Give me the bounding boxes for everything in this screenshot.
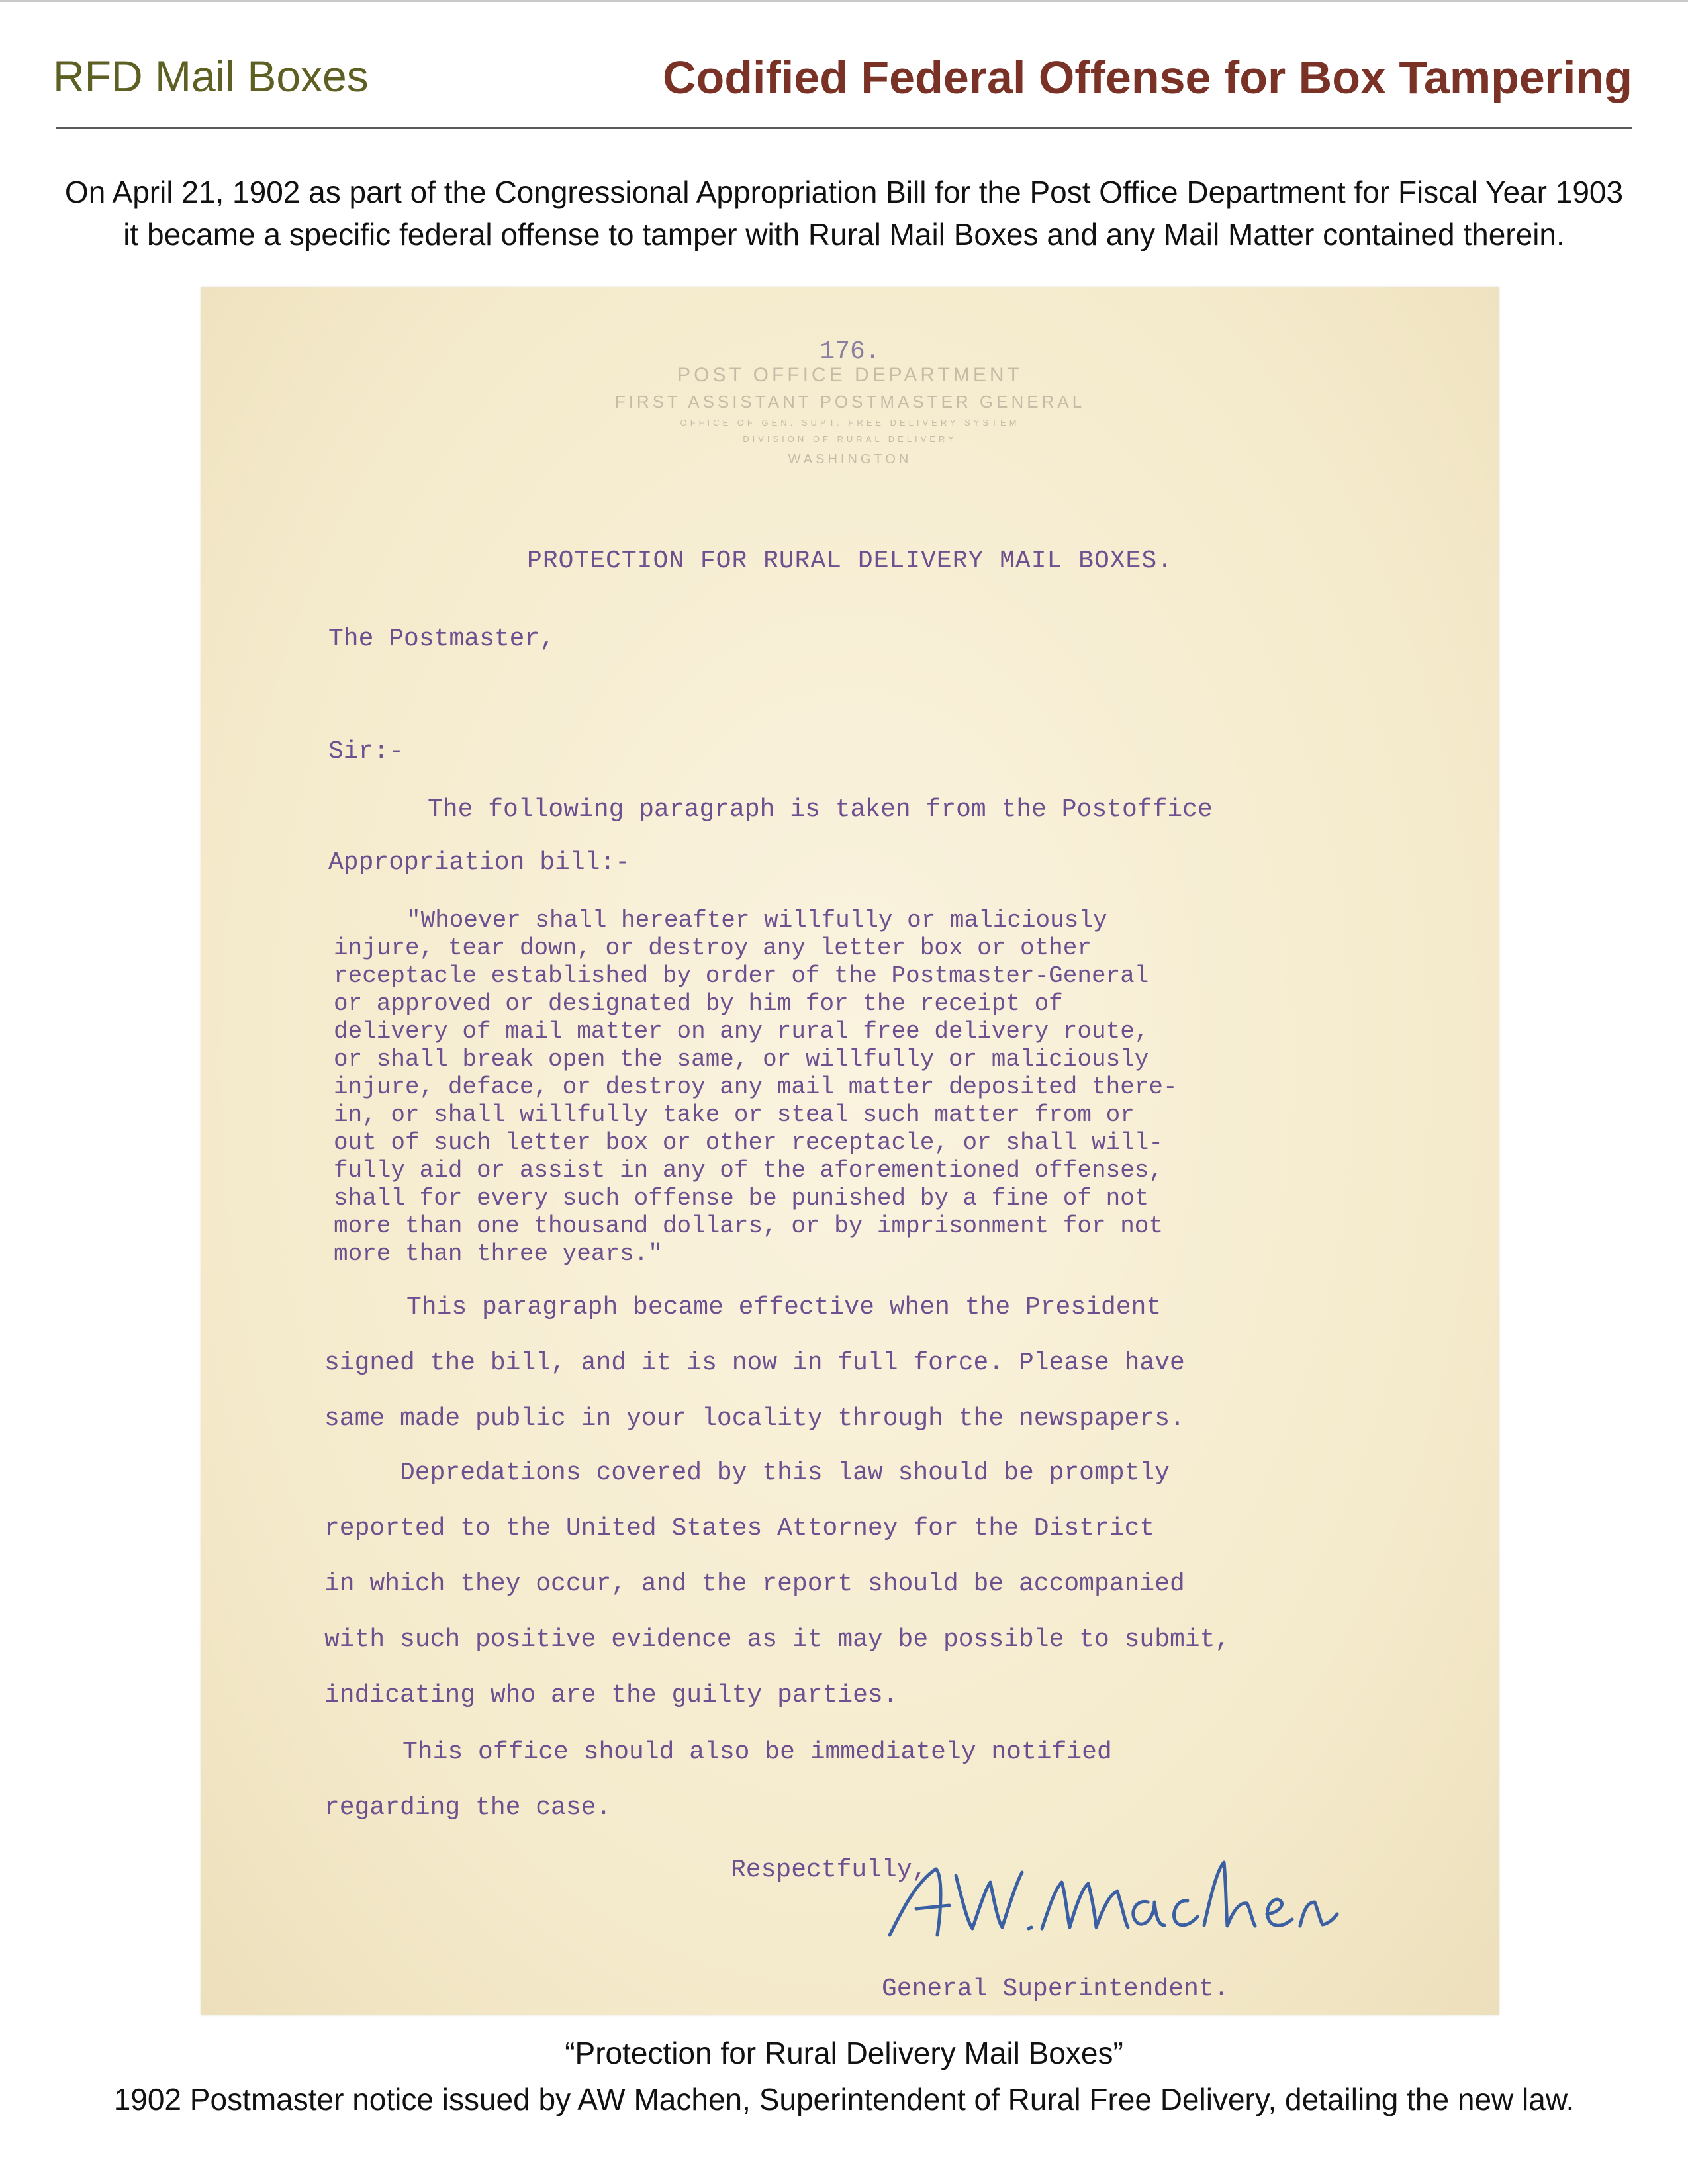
quote-line: "Whoever shall hereafter willfully or maliciously xyxy=(406,907,1107,934)
paragraph-3-line-1: Depredations covered by this law should be promptly xyxy=(400,1459,1170,1487)
quote-line: receptacle established by order of the Postmaster-General xyxy=(334,962,1149,989)
letter-number: 176. xyxy=(820,338,880,366)
letter-scan xyxy=(201,287,1499,2015)
header-divider xyxy=(56,127,1632,129)
paragraph-1-line-1: The following paragraph is taken from the Postoffice xyxy=(428,796,1213,824)
quote-line: injure, tear down, or destroy any letter box or other xyxy=(334,934,1092,962)
letter-title: PROTECTION FOR RURAL DELIVERY MAIL BOXES. xyxy=(527,547,1173,575)
quote-line: out of such letter box or other receptacle, or shall will- xyxy=(334,1129,1164,1156)
quote-line: or approved or designated by him for the receipt of xyxy=(334,990,1063,1017)
letterhead-line-3: OFFICE OF GEN. SUPT. FREE DELIVERY SYSTEM xyxy=(680,418,1020,428)
quote-line: shall for every such offense be punished by a fine of not xyxy=(334,1185,1149,1212)
letterhead-line-1: POST OFFICE DEPARTMENT xyxy=(677,364,1023,386)
signature-text: A.W. Machen xyxy=(863,1827,933,1839)
paragraph-4-line-2: regarding the case. xyxy=(324,1794,612,1822)
top-border-line xyxy=(0,0,1688,2)
quoted-statute xyxy=(334,907,1178,1268)
caption-description: 1902 Postmaster notice issued by AW Machen, Superintendent of Rural Free Delivery, detailing the new law. xyxy=(113,2082,1575,2116)
paragraph-2-line-1: This paragraph became effective when the President xyxy=(406,1293,1162,1322)
paragraph-2-line-3: same made public in your locality through the newspapers. xyxy=(324,1404,1185,1433)
caption-title: “Protection for Rural Delivery Mail Boxes” xyxy=(565,2036,1123,2070)
page-title: Codified Federal Offense for Box Tampering xyxy=(662,52,1632,103)
paragraph-2-line-2: signed the bill, and it is now in full force. Please have xyxy=(324,1349,1185,1377)
section-title: RFD Mail Boxes xyxy=(53,52,369,101)
intro-line-2: it became a specific federal offense to tamper with Rural Mail Boxes and any Mail Matter contained therein. xyxy=(123,217,1565,251)
quote-line: more than one thousand dollars, or by imprisonment for not xyxy=(334,1212,1164,1240)
quote-line: or shall break open the same, or willfully or maliciously xyxy=(334,1046,1149,1073)
intro-text xyxy=(40,171,1648,255)
letterhead-line-2: FIRST ASSISTANT POSTMASTER GENERAL xyxy=(614,392,1086,412)
quote-line: more than three years." xyxy=(334,1240,663,1267)
intro-line-1: On April 21, 1902 as part of the Congressional Appropriation Bill for the Post Office Department for Fiscal Year 1903 xyxy=(64,175,1624,209)
salutation: The Postmaster, xyxy=(328,625,555,653)
letterhead xyxy=(201,365,1499,466)
letterhead-line-4: DIVISION OF RURAL DELIVERY xyxy=(743,434,957,444)
paragraph-3-line-5: indicating who are the guilty parties. xyxy=(324,1681,898,1709)
sir-greeting: Sir:- xyxy=(328,737,404,766)
quote-line: in, or shall willfully take or steal such matter from or xyxy=(334,1101,1135,1128)
quote-line: injure, deface, or destroy any mail matter deposited there- xyxy=(334,1073,1178,1101)
paragraph-1-line-2: Appropriation bill:- xyxy=(328,848,631,877)
quote-line: delivery of mail matter on any rural free delivery route, xyxy=(334,1018,1149,1045)
paragraph-3-line-3: in which they occur, and the report should be accompanied xyxy=(324,1570,1185,1598)
letterhead-line-5: WASHINGTON xyxy=(788,452,912,467)
signature xyxy=(863,1827,1340,1968)
paragraph-4-line-1: This office should also be immediately notified xyxy=(402,1738,1112,1766)
signer-title: General Superintendent. xyxy=(882,1975,1229,2003)
quote-line: fully aid or assist in any of the aforementioned offenses, xyxy=(334,1157,1164,1184)
paragraph-3-line-4: with such positive evidence as it may be possible to submit, xyxy=(324,1625,1231,1654)
paragraph-3-line-2: reported to the United States Attorney for the District xyxy=(324,1514,1155,1543)
closing: Respectfully, xyxy=(731,1856,927,1884)
